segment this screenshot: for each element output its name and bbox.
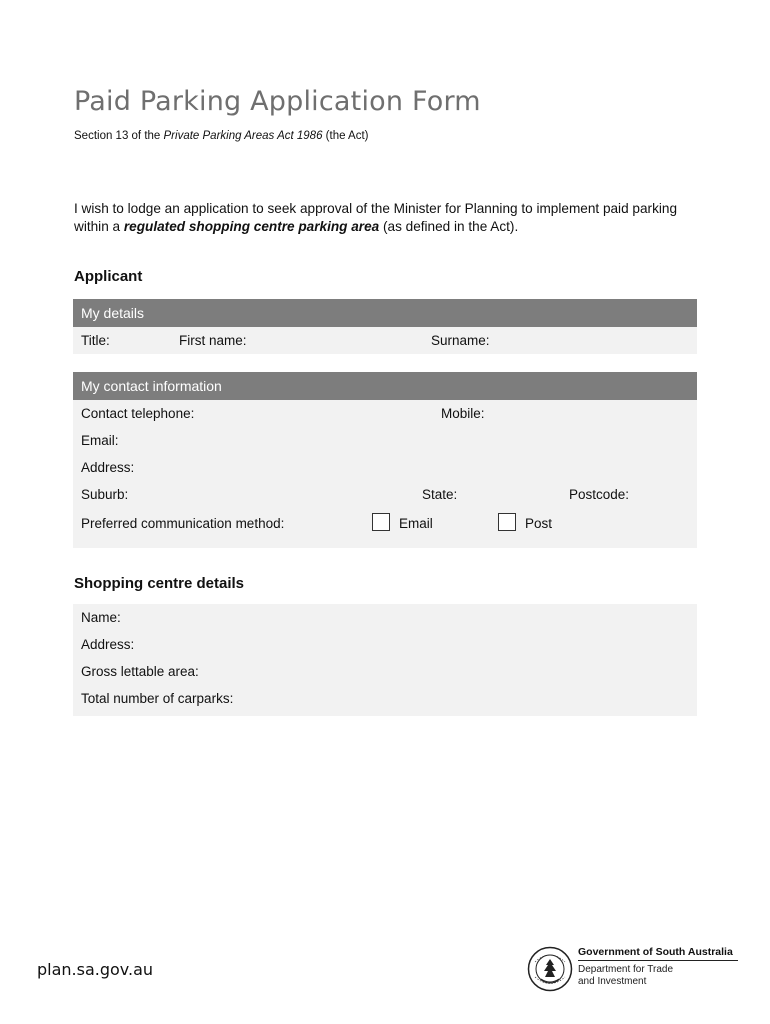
footer-url: plan.sa.gov.au (37, 960, 154, 979)
address-row (73, 454, 697, 481)
centre-address-field-label[interactable]: Address: (81, 637, 135, 652)
intro-paragraph (74, 200, 699, 236)
page-subtitle (74, 130, 369, 142)
contact-header: My contact information (73, 372, 697, 400)
suburb-field-label[interactable]: Suburb: (81, 487, 129, 502)
email-row (73, 427, 697, 454)
title-field-label[interactable]: Title: (81, 333, 110, 348)
carparks-field-label[interactable]: Total number of carparks: (81, 691, 234, 706)
shopping-centre-heading: Shopping centre details (74, 575, 245, 592)
intro-part2: (as defined in the Act). (379, 219, 519, 234)
address-field-label[interactable]: Address: (81, 460, 135, 475)
telephone-row (73, 400, 697, 427)
carparks-row (73, 685, 697, 714)
intro-part1: I wish to lodge an application to seek approval of the Minister for Planning to implement paid parking within a (74, 201, 678, 234)
surname-field-label[interactable]: Surname: (431, 333, 490, 348)
gla-row (73, 658, 697, 685)
state-seal-icon (527, 946, 573, 992)
subtitle-suffix: (the Act) (322, 130, 369, 142)
government-logo-block (527, 946, 733, 997)
post-option-label: Post (525, 516, 553, 531)
gla-field-label[interactable]: Gross lettable area: (81, 664, 199, 679)
contact-panel (73, 372, 697, 548)
intro-emphasis: regulated shopping centre parking area (123, 219, 380, 234)
email-option-label: Email (399, 516, 433, 531)
preferred-method-label: Preferred communication method: (81, 516, 285, 531)
mobile-field-label[interactable]: Mobile: (441, 406, 485, 421)
department-line1: Department for Trade (578, 964, 674, 975)
centre-address-row (73, 631, 697, 658)
centre-name-field-label[interactable]: Name: (81, 610, 121, 625)
act-name: Private Parking Areas Act 1986 (163, 130, 323, 142)
subtitle-prefix: Section 13 of the (74, 130, 164, 142)
telephone-field-label[interactable]: Contact telephone: (81, 406, 195, 421)
shopping-centre-panel (73, 604, 697, 716)
my-details-header: My details (73, 299, 697, 327)
government-text (578, 946, 738, 988)
department-line2: and Investment (578, 976, 647, 987)
email-field-label[interactable]: Email: (81, 433, 119, 448)
first-name-field-label[interactable]: First name: (179, 333, 247, 348)
department-name (578, 964, 738, 988)
post-checkbox[interactable] (498, 513, 516, 531)
email-checkbox[interactable] (372, 513, 390, 531)
postcode-field-label[interactable]: Postcode: (569, 487, 630, 502)
suburb-row (73, 481, 697, 508)
applicant-heading: Applicant (74, 268, 143, 285)
my-details-panel (73, 299, 697, 354)
centre-name-row (73, 604, 697, 631)
state-field-label[interactable]: State: (422, 487, 458, 502)
preferred-method-row (73, 508, 697, 548)
name-row (73, 327, 697, 354)
page-title: Paid Parking Application Form (74, 86, 481, 117)
government-title: Government of South Australia (578, 946, 738, 961)
